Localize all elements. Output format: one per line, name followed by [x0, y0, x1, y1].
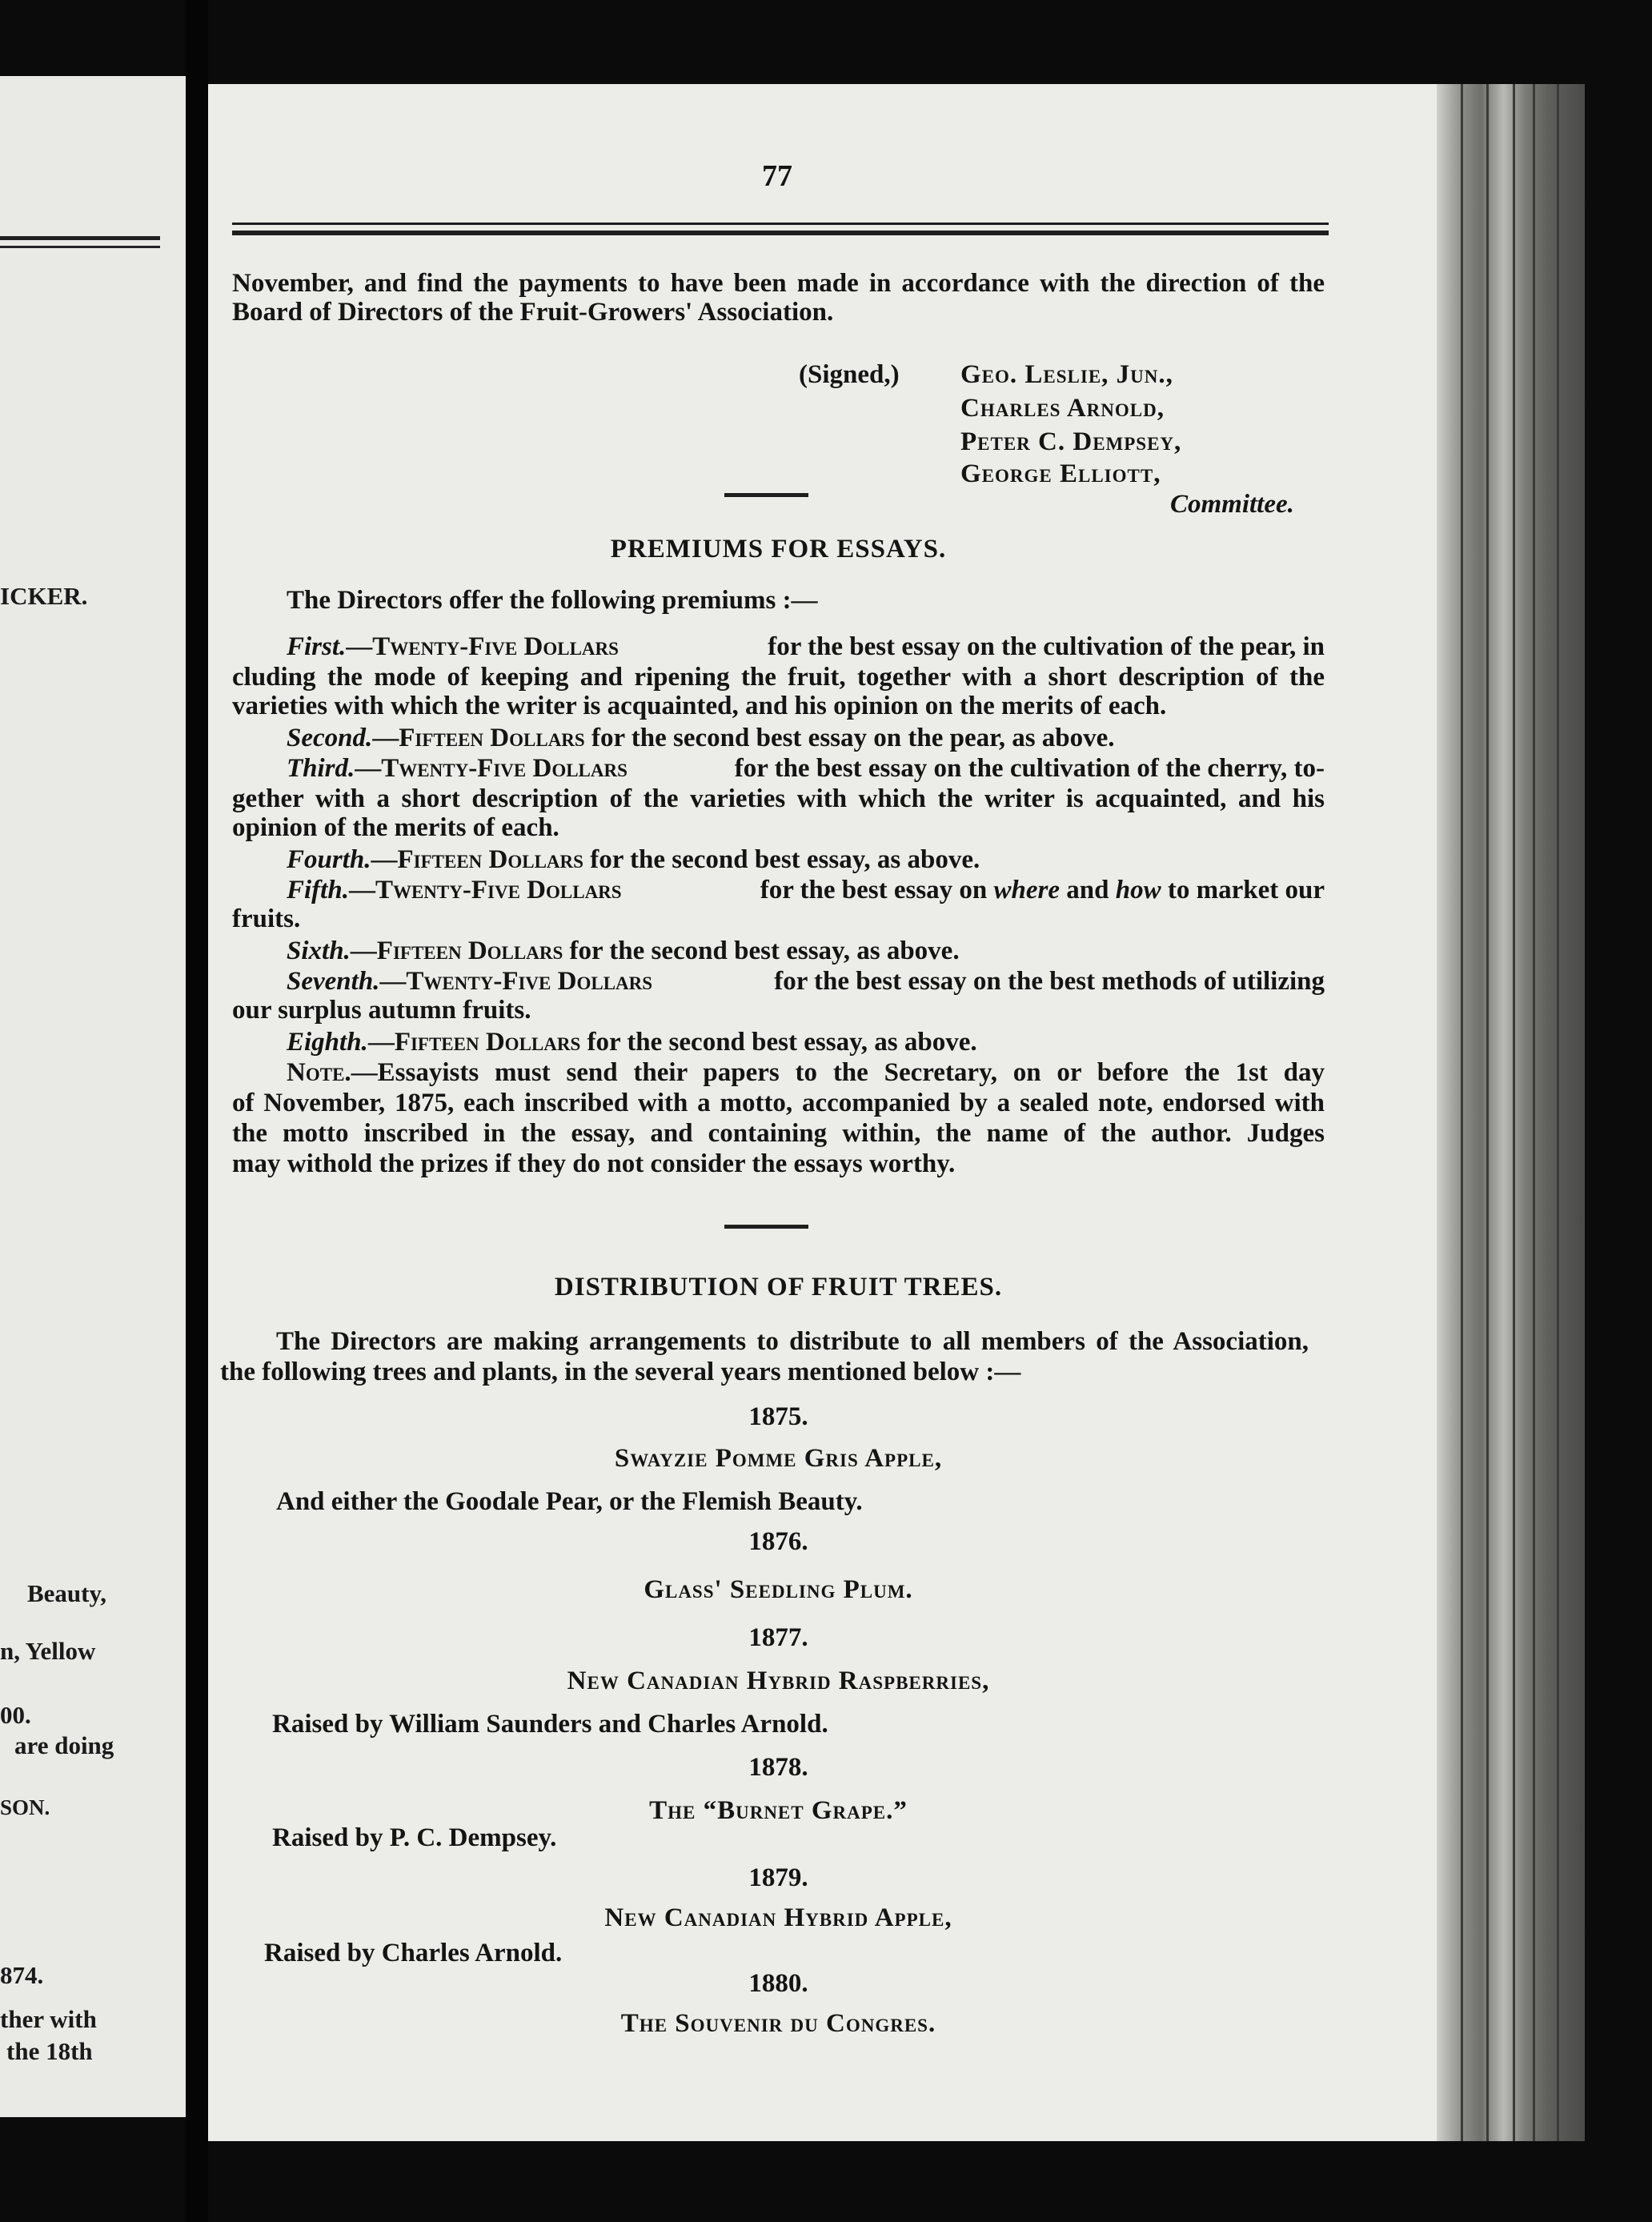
- page-number: 77: [762, 159, 792, 193]
- note-text: —Essayists must send their papers to the Secretary, on or before the 1st day: [351, 1058, 1325, 1087]
- premium-amount: —Twenty-Five Dollars: [348, 876, 622, 904]
- premium-sixth: [287, 935, 960, 967]
- premium-first: [287, 631, 1325, 663]
- premium-amount: —Fifteen Dollars: [371, 845, 583, 874]
- distribution-note: And either the Goodale Pear, or the Flemish Beauty.: [276, 1487, 863, 1516]
- left-page-fragment: Beauty,: [27, 1579, 107, 1607]
- premium-amount: —Fifteen Dollars: [372, 724, 585, 752]
- left-page-fragment: SON.: [0, 1795, 50, 1819]
- premium-text: gether with a short description of the varieties with which the writer is acquainted, and his: [232, 784, 1325, 813]
- left-page-rule: [0, 246, 160, 248]
- premium-label: Fourth.: [287, 845, 371, 874]
- premium-text: for the second best essay, as above.: [590, 845, 980, 874]
- premium-text: for the best essay on the best methods of utilizing: [774, 967, 1325, 996]
- left-page-fragment: ICKER.: [0, 582, 88, 610]
- premium-fourth: [287, 844, 980, 876]
- premium-text: for the second best essay on the pear, as above.: [591, 724, 1115, 752]
- header-rule: [232, 223, 1329, 225]
- premium-text: for the best essay on: [760, 876, 988, 904]
- premium-label: Eighth.: [287, 1028, 368, 1057]
- premium-text: cluding the mode of keeping and ripening the fruit, together with a short description of the: [232, 663, 1325, 692]
- premium-amount: —Twenty-Five Dollars: [355, 754, 628, 783]
- distribution-year: 1879.: [748, 1863, 808, 1892]
- left-page-fragment: are doing: [14, 1731, 114, 1759]
- premium-amount: —Fifteen Dollars: [350, 937, 563, 965]
- distribution-year: 1876.: [748, 1527, 808, 1556]
- signatory-name: George Elliott,: [960, 459, 1161, 488]
- signatory-name: Peter C. Dempsey,: [960, 427, 1182, 456]
- signed-label: (Signed,): [799, 360, 900, 389]
- premium-text: for the second best essay, as above.: [587, 1028, 977, 1057]
- premium-text: fruits.: [232, 904, 301, 933]
- section-divider: [724, 493, 808, 497]
- committee-label: Committee.: [1170, 490, 1294, 519]
- distribution-heading: DISTRIBUTION OF FRUIT TREES.: [554, 1273, 1003, 1302]
- top-mark: [859, 38, 873, 80]
- distribution-year: 1875.: [748, 1402, 808, 1431]
- page-edge: [1437, 84, 1585, 2141]
- premium-text: our surplus autumn fruits.: [232, 996, 531, 1025]
- premium-third: [287, 752, 1325, 784]
- premium-text: opinion of the merits of each.: [232, 813, 559, 842]
- premium-fifth: [287, 874, 1325, 906]
- header-rule: [232, 231, 1329, 235]
- left-page-rule: [0, 236, 160, 240]
- distribution-text: the following trees and plants, in the several years mentioned below :—: [220, 1358, 1021, 1386]
- premium-text: for the second best essay, as above.: [569, 937, 960, 965]
- distribution-year: 1878.: [748, 1753, 808, 1782]
- premium-text: and: [1066, 876, 1109, 904]
- distribution-variety: Glass' Seedling Plum.: [644, 1575, 913, 1604]
- left-page-fragment: the 18th: [6, 2037, 93, 2065]
- distribution-note: Raised by Charles Arnold.: [264, 1939, 563, 1967]
- book-gutter: [186, 0, 208, 2222]
- note-text: the motto inscribed in the essay, and containing within, the name of the author. Judges: [232, 1119, 1325, 1148]
- premium-emphasis: how: [1115, 876, 1161, 904]
- premium-second: [287, 722, 1115, 754]
- distribution-variety: Swayzie Pomme Gris Apple,: [614, 1444, 943, 1473]
- section-divider: [724, 1225, 808, 1229]
- premium-eighth: [287, 1026, 977, 1058]
- premium-label: Fifth.: [287, 876, 349, 904]
- premium-amount: —Twenty-Five Dollars: [379, 967, 653, 996]
- distribution-variety: New Canadian Hybrid Raspberries,: [567, 1666, 990, 1695]
- premium-amount: —Twenty-Five Dollars: [346, 632, 619, 661]
- premium-emphasis: where: [993, 876, 1061, 904]
- premium-label: Second.: [287, 724, 373, 752]
- premium-text: for the best essay on the cultivation of the cherry, to-: [734, 754, 1325, 783]
- left-page-fragment: ther with: [0, 2005, 97, 2033]
- premium-label: Sixth.: [287, 937, 351, 965]
- premiums-heading: PREMIUMS FOR ESSAYS.: [610, 535, 947, 564]
- premium-label: Seventh.: [287, 967, 380, 996]
- signatory-name: Charles Arnold,: [960, 394, 1165, 423]
- distribution-variety: The “Burnet Grape.”: [649, 1796, 908, 1825]
- intro-line: November, and find the payments to have been made in accordance with the direction of the: [232, 269, 1325, 298]
- distribution-note: Raised by William Saunders and Charles Arnold.: [272, 1710, 828, 1739]
- premiums-intro: The Directors offer the following premiums :—: [287, 586, 818, 615]
- distribution-variety: The Souvenir du Congres.: [620, 2009, 936, 2038]
- note-text: of November, 1875, each inscribed with a motto, accompanied by a sealed note, endorsed with: [232, 1089, 1325, 1117]
- distribution-variety: New Canadian Hybrid Apple,: [604, 1903, 952, 1932]
- left-page-fragment: 00.: [0, 1701, 31, 1729]
- premium-amount: —Fifteen Dollars: [367, 1028, 581, 1057]
- premium-note: [287, 1057, 1325, 1089]
- distribution-note: Raised by P. C. Dempsey.: [272, 1823, 557, 1852]
- premium-seventh: [287, 965, 1325, 997]
- distribution-year: 1880.: [748, 1969, 808, 1998]
- distribution-year: 1877.: [748, 1623, 808, 1652]
- note-label: Note.: [287, 1058, 351, 1087]
- intro-line: Board of Directors of the Fruit-Growers' Association.: [232, 298, 834, 327]
- premium-label: First.: [287, 632, 347, 661]
- signatory-name: Geo. Leslie, Jun.,: [960, 360, 1173, 389]
- premium-text: varieties with which the writer is acquainted, and his opinion on the merits of each.: [232, 692, 1167, 720]
- left-page-fragment: 874.: [0, 1961, 44, 1989]
- note-text: may withold the prizes if they do not consider the essays worthy.: [232, 1149, 956, 1178]
- premium-text: to market our: [1167, 876, 1325, 904]
- premium-label: Third.: [287, 754, 355, 783]
- left-facing-page: [0, 76, 186, 2117]
- distribution-text: The Directors are making arrangements to distribute to all members of the Association,: [276, 1327, 1309, 1356]
- premium-text: for the best essay on the cultivation of the pear, in: [768, 632, 1325, 661]
- left-page-fragment: n, Yellow: [0, 1637, 96, 1665]
